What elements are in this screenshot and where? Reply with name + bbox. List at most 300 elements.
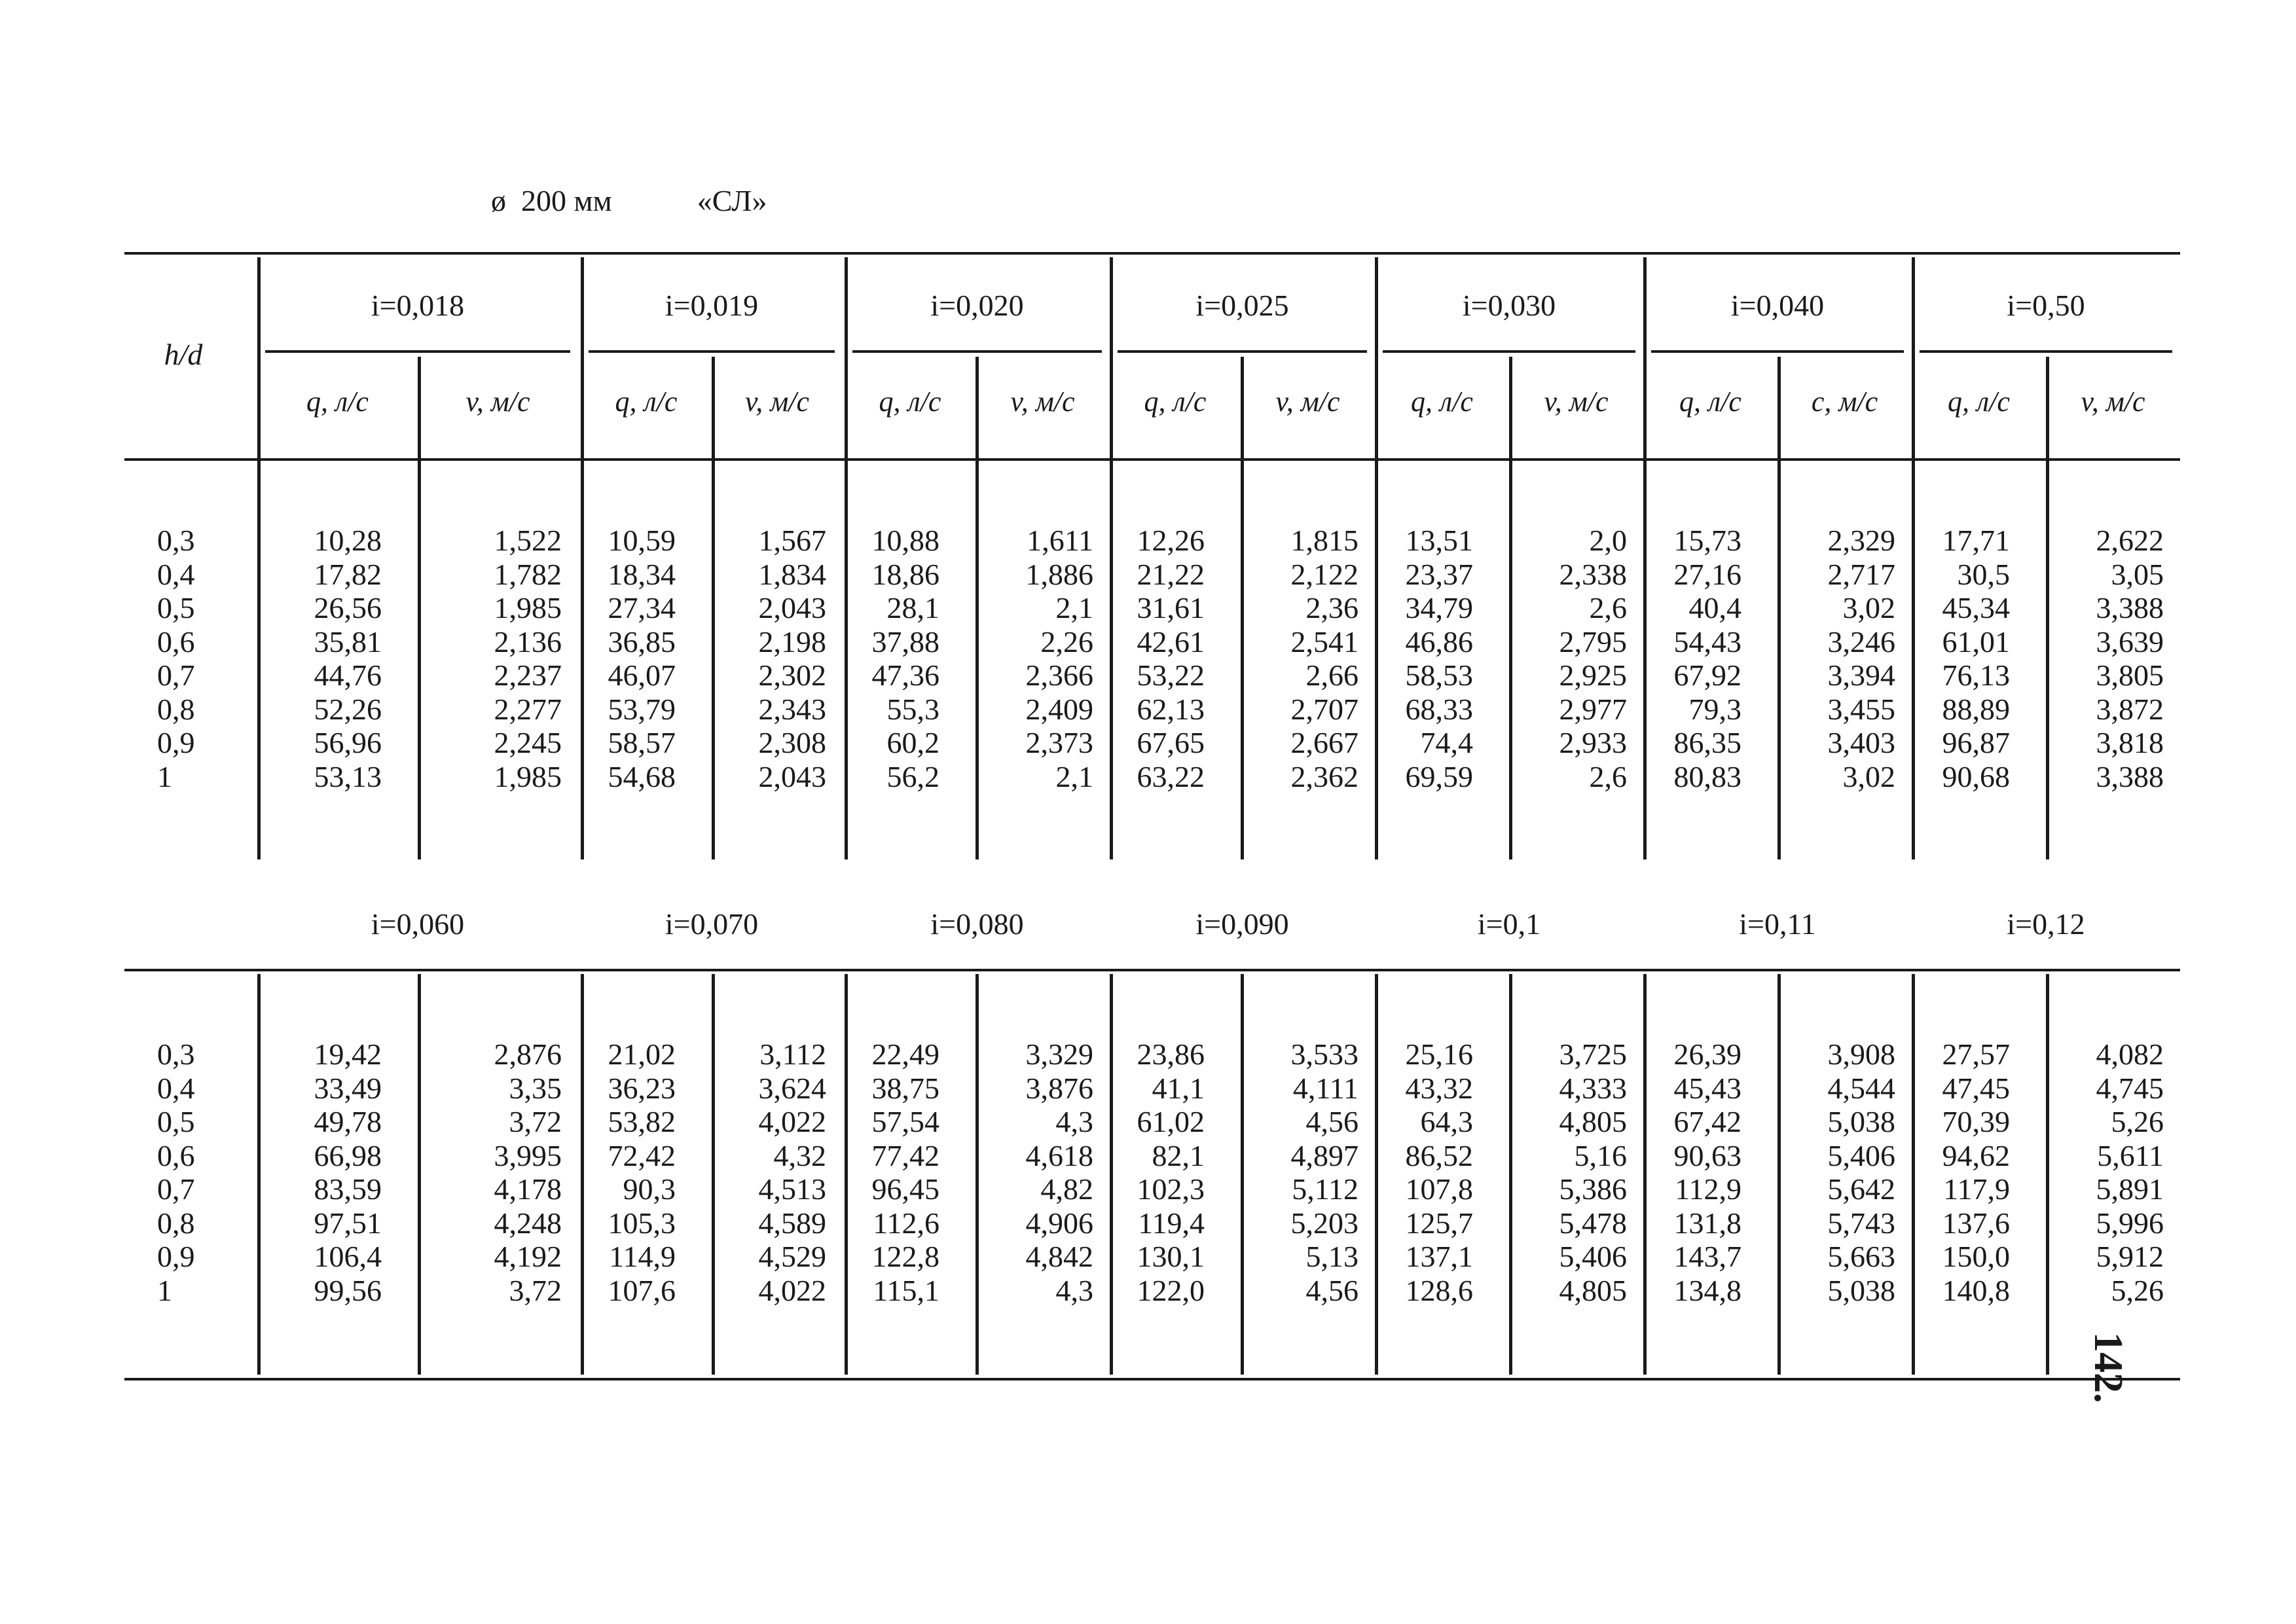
top-table-q-value: 74,4 bbox=[1420, 726, 1473, 759]
bottom-table-slope-header: i=0,070 bbox=[665, 907, 759, 941]
top-table-hd-value: 0,6 bbox=[157, 624, 195, 659]
bottom-table-q-value: 47,45 bbox=[1942, 1071, 2010, 1105]
bottom-table-v-column bbox=[718, 1038, 826, 1307]
top-table-v-value: 2,277 bbox=[494, 692, 562, 726]
bottom-table-v-value: 4,192 bbox=[494, 1240, 562, 1273]
top-table-q-subheader: q, л/с bbox=[879, 386, 941, 418]
top-table-slope-header: i=0,030 bbox=[1462, 289, 1556, 322]
bottom-table-q-value: 99,56 bbox=[314, 1273, 382, 1307]
bottom-table-q-column bbox=[264, 1038, 382, 1307]
top-table-v-value: 1,985 bbox=[494, 591, 562, 624]
bottom-table-v-column bbox=[2052, 1038, 2164, 1307]
bottom-table-v-value: 5,406 bbox=[1827, 1138, 1895, 1172]
top-table-q-value: 62,13 bbox=[1137, 692, 1205, 726]
bottom-table-v-value: 4,82 bbox=[1040, 1172, 1093, 1206]
bottom-table-mid-divider bbox=[1509, 974, 1512, 1375]
bottom-table-q-value: 23,86 bbox=[1137, 1038, 1205, 1071]
top-table-group-divider bbox=[845, 257, 848, 859]
top-table-v-value: 1,611 bbox=[1027, 524, 1093, 557]
bottom-table-q-value: 25,16 bbox=[1405, 1038, 1473, 1071]
bottom-table-v-value: 4,513 bbox=[758, 1172, 826, 1206]
top-table-v-value: 1,834 bbox=[758, 557, 826, 591]
bottom-table-v-value: 3,995 bbox=[494, 1138, 562, 1172]
top-table-v-value: 1,567 bbox=[758, 524, 826, 557]
top-table-v-subheader: v, м/с bbox=[1544, 386, 1609, 418]
top-table-mid-divider bbox=[975, 357, 979, 859]
top-table-q-value: 68,33 bbox=[1405, 692, 1473, 726]
bottom-table-v-value: 4,56 bbox=[1305, 1273, 1358, 1307]
bottom-table-v-column bbox=[424, 1038, 562, 1307]
bottom-table-v-value: 4,111 bbox=[1292, 1071, 1358, 1105]
bottom-table-slope-header: i=0,1 bbox=[1477, 907, 1541, 941]
bottom-table-q-value: 96,45 bbox=[871, 1172, 939, 1206]
top-table-v-value: 2,245 bbox=[494, 726, 562, 759]
top-table-group-divider bbox=[581, 257, 584, 859]
top-table-v-column bbox=[1247, 524, 1358, 793]
top-table-v-subheader: v, м/с bbox=[2081, 386, 2145, 418]
top-table-v-value: 1,985 bbox=[494, 759, 562, 793]
bottom-table-v-value: 5,663 bbox=[1827, 1240, 1895, 1273]
bottom-table-q-value: 64,3 bbox=[1420, 1105, 1473, 1138]
top-table-q-value: 56,2 bbox=[886, 759, 939, 793]
top-table-q-value: 42,61 bbox=[1137, 624, 1205, 659]
bottom-table-q-value: 137,6 bbox=[1942, 1206, 2010, 1240]
bottom-table-q-value: 94,62 bbox=[1942, 1138, 2010, 1172]
bottom-table-mid-divider bbox=[418, 974, 421, 1375]
top-table-v-value: 2,329 bbox=[1827, 524, 1895, 557]
top-table-v-subheader: v, м/с bbox=[744, 386, 810, 418]
bottom-table-v-value: 5,996 bbox=[2096, 1206, 2164, 1240]
top-table-subheader-rule bbox=[1118, 350, 1367, 353]
bottom-table-group-divider bbox=[845, 974, 848, 1375]
top-table-v-value: 2,343 bbox=[758, 692, 826, 726]
bottom-table-q-value: 90,3 bbox=[623, 1172, 676, 1206]
bottom-table-v-value: 4,082 bbox=[2096, 1038, 2164, 1071]
top-table-hd-value: 0,5 bbox=[157, 591, 195, 624]
top-table-hd-value: 0,9 bbox=[157, 726, 195, 759]
top-table-v-value: 2,409 bbox=[1025, 692, 1093, 726]
top-table-v-value: 2,198 bbox=[758, 624, 826, 659]
top-table-slope-header: i=0,025 bbox=[1195, 289, 1289, 322]
top-table-v-value: 2,66 bbox=[1305, 659, 1358, 692]
bottom-table-v-value: 5,386 bbox=[1559, 1172, 1627, 1206]
bottom-table-v-value: 5,16 bbox=[1574, 1138, 1627, 1172]
bottom-table-q-value: 131,8 bbox=[1673, 1206, 1741, 1240]
top-table-group-divider bbox=[1643, 257, 1647, 859]
top-table-q-subheader: q, л/с bbox=[1679, 386, 1741, 418]
top-table-v-column bbox=[982, 524, 1093, 793]
bottom-table-q-value: 66,98 bbox=[314, 1138, 382, 1172]
bottom-table-q-value: 125,7 bbox=[1405, 1206, 1473, 1240]
bottom-table-q-value: 137,1 bbox=[1405, 1240, 1473, 1273]
bottom-table-v-value: 3,624 bbox=[758, 1071, 826, 1105]
top-table-q-value: 63,22 bbox=[1137, 759, 1205, 793]
bottom-table-v-value: 4,897 bbox=[1290, 1138, 1358, 1172]
top-table-q-value: 17,71 bbox=[1942, 524, 2010, 557]
bottom-table-v-value: 5,038 bbox=[1827, 1273, 1895, 1307]
bottom-table-q-value: 61,02 bbox=[1137, 1105, 1205, 1138]
top-table-v-value: 3,639 bbox=[2096, 624, 2164, 659]
page-number: 142. bbox=[2086, 1332, 2130, 1403]
bottom-table-q-value: 106,4 bbox=[314, 1240, 382, 1273]
top-table-q-value: 54,43 bbox=[1673, 624, 1741, 659]
bottom-table-q-value: 70,39 bbox=[1942, 1105, 2010, 1138]
top-table-q-column bbox=[851, 524, 939, 793]
bottom-table-q-value: 90,63 bbox=[1673, 1138, 1741, 1172]
top-table-q-value: 30,5 bbox=[1957, 557, 2010, 591]
top-table-v-subheader: v, м/с bbox=[465, 386, 530, 418]
top-table-q-value: 46,86 bbox=[1405, 624, 1473, 659]
top-table-q-value: 10,28 bbox=[314, 524, 382, 557]
top-table-v-value: 3,02 bbox=[1842, 759, 1895, 793]
top-table-v-subheader: v, м/с bbox=[1010, 386, 1075, 418]
top-table-v-value: 1,886 bbox=[1025, 557, 1093, 591]
top-table-v-value: 3,388 bbox=[2096, 591, 2164, 624]
bottom-table-q-value: 21,02 bbox=[608, 1038, 676, 1071]
bottom-table-hd-value: 0,4 bbox=[157, 1071, 195, 1105]
top-table-q-column bbox=[1116, 524, 1205, 793]
top-table-q-column bbox=[587, 524, 676, 793]
bottom-table-q-value: 57,54 bbox=[871, 1105, 939, 1138]
top-table-slope-header: i=0,020 bbox=[930, 289, 1024, 322]
top-table-mid-divider bbox=[1241, 357, 1244, 859]
top-table-q-value: 96,87 bbox=[1942, 726, 2010, 759]
top-table-q-value: 55,3 bbox=[886, 692, 939, 726]
top-table-q-value: 79,3 bbox=[1688, 692, 1741, 726]
bottom-table-hd-value: 0,3 bbox=[157, 1038, 195, 1071]
top-table-mid-divider bbox=[1777, 357, 1781, 859]
bottom-table-v-value: 5,13 bbox=[1305, 1240, 1358, 1273]
bottom-table-q-value: 122,8 bbox=[871, 1240, 939, 1273]
bottom-table-v-value: 4,56 bbox=[1305, 1105, 1358, 1138]
bottom-table-slope-header: i=0,11 bbox=[1739, 907, 1816, 941]
bottom-table-q-value: 128,6 bbox=[1405, 1273, 1473, 1307]
top-table-q-value: 90,68 bbox=[1942, 759, 2010, 793]
top-table-v-value: 2,26 bbox=[1040, 624, 1093, 659]
top-table-v-value: 2,795 bbox=[1559, 624, 1627, 659]
top-table-q-value: 76,13 bbox=[1942, 659, 2010, 692]
top-table-q-value: 37,88 bbox=[871, 624, 939, 659]
top-table-mid-divider bbox=[1509, 357, 1512, 859]
bottom-table-group-divider bbox=[1375, 974, 1378, 1375]
bottom-table-q-value: 72,42 bbox=[608, 1138, 676, 1172]
bottom-table-q-value: 117,9 bbox=[1943, 1172, 2010, 1206]
bottom-table-v-value: 5,26 bbox=[2111, 1273, 2164, 1307]
bottom-table-q-column bbox=[1918, 1038, 2010, 1307]
top-table-slope-header: i=0,018 bbox=[371, 289, 465, 322]
top-table-q-value: 44,76 bbox=[314, 659, 382, 692]
top-table-v-value: 3,403 bbox=[1827, 726, 1895, 759]
top-table-v-subheader: с, м/с bbox=[1811, 386, 1878, 418]
top-table-q-value: 69,59 bbox=[1405, 759, 1473, 793]
bottom-table-mid-divider bbox=[2046, 974, 2049, 1375]
top-table-q-subheader: q, л/с bbox=[306, 386, 369, 418]
top-table-v-value: 2,362 bbox=[1290, 759, 1358, 793]
top-table-hd-column bbox=[157, 524, 195, 793]
top-table-mid-divider bbox=[712, 357, 715, 859]
bottom-table-v-value: 4,745 bbox=[2096, 1071, 2164, 1105]
top-table-q-value: 15,73 bbox=[1673, 524, 1741, 557]
bottom-table-v-value: 4,022 bbox=[758, 1273, 826, 1307]
top-table-subheader-rule bbox=[589, 350, 835, 353]
top-table-group-divider bbox=[1375, 257, 1378, 859]
top-table-v-column bbox=[1784, 524, 1895, 793]
bottom-table-q-value: 67,42 bbox=[1673, 1105, 1741, 1138]
bottom-table-mid-divider bbox=[975, 974, 979, 1375]
bottom-table-group-divider bbox=[257, 974, 261, 1375]
top-table-hd-value: 0,7 bbox=[157, 659, 195, 692]
top-table-q-value: 46,07 bbox=[608, 659, 676, 692]
bottom-table-q-value: 22,49 bbox=[871, 1038, 939, 1071]
top-table-q-value: 18,86 bbox=[871, 557, 939, 591]
bottom-table-v-value: 5,743 bbox=[1827, 1206, 1895, 1240]
top-table-q-value: 56,96 bbox=[314, 726, 382, 759]
bottom-table-v-value: 5,203 bbox=[1290, 1206, 1358, 1240]
top-table-q-value: 26,56 bbox=[314, 591, 382, 624]
top-table-v-value: 2,043 bbox=[758, 591, 826, 624]
top-table-q-value: 53,79 bbox=[608, 692, 676, 726]
bottom-table-v-value: 4,805 bbox=[1559, 1105, 1627, 1138]
bottom-table-hd-value: 0,9 bbox=[157, 1240, 195, 1273]
bottom-table-v-value: 4,529 bbox=[758, 1240, 826, 1273]
bottom-table-v-value: 5,891 bbox=[2096, 1172, 2164, 1206]
bottom-table-q-value: 134,8 bbox=[1673, 1273, 1741, 1307]
bottom-table-q-value: 26,39 bbox=[1673, 1038, 1741, 1071]
top-table-subheader-rule bbox=[1920, 350, 2172, 353]
bottom-table-q-value: 82,1 bbox=[1152, 1138, 1205, 1172]
top-table-q-value: 13,51 bbox=[1405, 524, 1473, 557]
top-table-v-value: 2,366 bbox=[1025, 659, 1093, 692]
top-table-v-value: 2,237 bbox=[494, 659, 562, 692]
bottom-table-q-value: 114,9 bbox=[609, 1240, 676, 1273]
top-table-header-rule bbox=[124, 458, 2180, 461]
bottom-table-v-value: 3,876 bbox=[1025, 1071, 1093, 1105]
bottom-table-slope-header: i=0,090 bbox=[1195, 907, 1289, 941]
top-table-v-value: 3,818 bbox=[2096, 726, 2164, 759]
top-table-q-value: 23,37 bbox=[1405, 557, 1473, 591]
top-table-v-value: 2,933 bbox=[1559, 726, 1627, 759]
bottom-table-v-value: 3,533 bbox=[1290, 1038, 1358, 1071]
bottom-table-q-value: 77,42 bbox=[871, 1138, 939, 1172]
top-table-v-value: 2,338 bbox=[1559, 557, 1627, 591]
top-table-q-value: 27,16 bbox=[1673, 557, 1741, 591]
top-table-group-divider bbox=[1912, 257, 1915, 859]
bottom-table-v-column bbox=[982, 1038, 1093, 1307]
top-table-v-value: 2,717 bbox=[1827, 557, 1895, 591]
top-table-q-value: 60,2 bbox=[886, 726, 939, 759]
top-table-q-column bbox=[1918, 524, 2010, 793]
top-table-v-value: 2,043 bbox=[758, 759, 826, 793]
top-table-q-value: 21,22 bbox=[1137, 557, 1205, 591]
bottom-table-v-value: 4,3 bbox=[1055, 1273, 1093, 1307]
bottom-table-group-divider bbox=[1110, 974, 1113, 1375]
top-table-v-value: 3,394 bbox=[1827, 659, 1895, 692]
top-table-v-value: 3,455 bbox=[1827, 692, 1895, 726]
bottom-table-hd-value: 0,6 bbox=[157, 1138, 195, 1172]
top-table-v-column bbox=[2052, 524, 2164, 793]
bottom-table-v-value: 3,329 bbox=[1025, 1038, 1093, 1071]
bottom-table-v-value: 4,589 bbox=[758, 1206, 826, 1240]
bottom-table-q-value: 102,3 bbox=[1137, 1172, 1205, 1206]
top-table-q-value: 40,4 bbox=[1688, 591, 1741, 624]
bottom-table-q-value: 112,9 bbox=[1675, 1172, 1741, 1206]
top-table-v-value: 3,05 bbox=[2111, 557, 2164, 591]
bottom-table-v-value: 3,908 bbox=[1827, 1038, 1895, 1071]
bottom-table-hd-value: 1 bbox=[157, 1273, 172, 1307]
bottom-table-q-value: 86,52 bbox=[1405, 1138, 1473, 1172]
pipe-diameter: ø 200 мм bbox=[491, 184, 612, 217]
top-table-v-value: 3,872 bbox=[2096, 692, 2164, 726]
top-table-v-value: 2,122 bbox=[1290, 557, 1358, 591]
bottom-table-q-value: 107,6 bbox=[608, 1273, 676, 1307]
hd-header: h/d bbox=[164, 338, 203, 371]
bottom-table-q-column bbox=[587, 1038, 676, 1307]
bottom-table-v-value: 3,72 bbox=[509, 1273, 562, 1307]
top-table-q-value: 52,26 bbox=[314, 692, 382, 726]
top-table-q-value: 34,79 bbox=[1405, 591, 1473, 624]
top-table-q-value: 58,53 bbox=[1405, 659, 1473, 692]
bottom-table-v-value: 3,35 bbox=[509, 1071, 562, 1105]
top-table-v-value: 2,302 bbox=[758, 659, 826, 692]
bottom-table-q-value: 36,23 bbox=[608, 1071, 676, 1105]
top-table-q-value: 53,22 bbox=[1137, 659, 1205, 692]
top-table-slope-header: i=0,019 bbox=[665, 289, 759, 322]
top-table-q-subheader: q, л/с bbox=[615, 386, 678, 418]
top-table-q-value: 36,85 bbox=[608, 624, 676, 659]
top-table-v-value: 2,977 bbox=[1559, 692, 1627, 726]
bottom-table-v-value: 5,406 bbox=[1559, 1240, 1627, 1273]
top-table-hd-value: 0,8 bbox=[157, 692, 195, 726]
top-table-q-value: 45,34 bbox=[1942, 591, 2010, 624]
top-table-mid-divider bbox=[418, 357, 421, 859]
top-table-v-value: 2,541 bbox=[1290, 624, 1358, 659]
bottom-table-q-value: 49,78 bbox=[314, 1105, 382, 1138]
top-table-q-value: 10,88 bbox=[871, 524, 939, 557]
top-table-subheader-rule bbox=[265, 350, 570, 353]
top-table-hd-value: 0,4 bbox=[157, 557, 195, 591]
bottom-table-group-divider bbox=[1912, 974, 1915, 1375]
bottom-table-q-column bbox=[1381, 1038, 1473, 1307]
bottom-table-q-value: 105,3 bbox=[608, 1206, 676, 1240]
bottom-table-q-value: 53,82 bbox=[608, 1105, 676, 1138]
top-table-q-value: 28,1 bbox=[886, 591, 939, 624]
top-table-v-column bbox=[424, 524, 562, 793]
top-table-slope-header: i=0,040 bbox=[1730, 289, 1825, 322]
top-table-v-column bbox=[718, 524, 826, 793]
bottom-table-hd-value: 0,8 bbox=[157, 1206, 195, 1240]
top-table-q-value: 54,68 bbox=[608, 759, 676, 793]
bottom-table-q-value: 107,8 bbox=[1405, 1172, 1473, 1206]
bottom-table-q-value: 112,6 bbox=[873, 1206, 939, 1240]
top-table-q-value: 61,01 bbox=[1942, 624, 2010, 659]
bottom-table-q-value: 143,7 bbox=[1673, 1240, 1741, 1273]
bottom-table-v-value: 5,26 bbox=[2111, 1105, 2164, 1138]
bottom-table-v-value: 4,805 bbox=[1559, 1273, 1627, 1307]
top-table-q-value: 31,61 bbox=[1137, 591, 1205, 624]
bottom-table-v-value: 4,3 bbox=[1055, 1105, 1093, 1138]
bottom-table-top-rule bbox=[124, 969, 2180, 971]
bottom-table-q-value: 122,0 bbox=[1137, 1273, 1205, 1307]
top-table-mid-divider bbox=[2046, 357, 2049, 859]
top-table-q-value: 17,82 bbox=[314, 557, 382, 591]
top-table-v-value: 2,1 bbox=[1055, 759, 1093, 793]
bottom-table-q-column bbox=[1650, 1038, 1741, 1307]
top-table-v-value: 2,36 bbox=[1305, 591, 1358, 624]
top-table-subheader-rule bbox=[1651, 350, 1904, 353]
bottom-table-q-value: 119,4 bbox=[1138, 1206, 1205, 1240]
top-table-q-value: 12,26 bbox=[1137, 524, 1205, 557]
top-table-q-column bbox=[1650, 524, 1741, 793]
top-table-v-value: 3,805 bbox=[2096, 659, 2164, 692]
bottom-table-q-value: 45,43 bbox=[1673, 1071, 1741, 1105]
bottom-table-hd-column bbox=[157, 1038, 195, 1307]
top-table-v-value: 2,622 bbox=[2096, 524, 2164, 557]
top-table-v-column bbox=[1516, 524, 1627, 793]
bottom-table-v-value: 4,178 bbox=[494, 1172, 562, 1206]
bottom-table-v-value: 5,112 bbox=[1292, 1172, 1358, 1206]
bottom-table-q-value: 27,57 bbox=[1942, 1038, 2010, 1071]
bottom-table-q-value: 150,0 bbox=[1942, 1240, 2010, 1273]
top-table-q-value: 80,83 bbox=[1673, 759, 1741, 793]
top-table-hd-value: 1 bbox=[157, 759, 172, 793]
top-table-v-value: 2,925 bbox=[1559, 659, 1627, 692]
bottom-table-slope-header: i=0,080 bbox=[930, 907, 1024, 941]
bottom-table-v-value: 3,112 bbox=[759, 1038, 826, 1071]
bottom-table-q-column bbox=[1116, 1038, 1205, 1307]
bottom-table-v-value: 4,842 bbox=[1025, 1240, 1093, 1273]
top-table-q-value: 35,81 bbox=[314, 624, 382, 659]
bottom-table-v-value: 5,478 bbox=[1559, 1206, 1627, 1240]
bottom-table-q-value: 83,59 bbox=[314, 1172, 382, 1206]
top-table-q-value: 58,57 bbox=[608, 726, 676, 759]
top-table-q-column bbox=[264, 524, 382, 793]
bottom-table-bottom-rule bbox=[124, 1378, 2180, 1380]
top-table-q-value: 18,34 bbox=[608, 557, 676, 591]
bottom-table-q-value: 140,8 bbox=[1942, 1273, 2010, 1307]
bottom-table-q-value: 33,49 bbox=[314, 1071, 382, 1105]
bottom-table-v-value: 4,333 bbox=[1559, 1071, 1627, 1105]
top-table-v-value: 3,02 bbox=[1842, 591, 1895, 624]
bottom-table-hd-value: 0,7 bbox=[157, 1172, 195, 1206]
top-table-hd-value: 0,3 bbox=[157, 524, 195, 557]
bottom-table-q-value: 43,32 bbox=[1405, 1071, 1473, 1105]
bottom-table-v-value: 2,876 bbox=[494, 1038, 562, 1071]
top-table-v-subheader: v, м/с bbox=[1275, 386, 1340, 418]
bottom-table-q-value: 41,1 bbox=[1152, 1071, 1205, 1105]
top-table-subheader-rule bbox=[1383, 350, 1635, 353]
bottom-table-q-value: 115,1 bbox=[873, 1273, 939, 1307]
top-table-q-value: 47,36 bbox=[871, 659, 939, 692]
bottom-table-v-value: 3,72 bbox=[509, 1105, 562, 1138]
bottom-table-hd-value: 0,5 bbox=[157, 1105, 195, 1138]
top-table-v-value: 3,388 bbox=[2096, 759, 2164, 793]
pipe-series: «СЛ» bbox=[697, 184, 767, 217]
bottom-table-group-divider bbox=[1643, 974, 1647, 1375]
bottom-table-v-value: 5,912 bbox=[2096, 1240, 2164, 1273]
top-table-top-rule bbox=[124, 252, 2180, 255]
bottom-table-v-value: 5,038 bbox=[1827, 1105, 1895, 1138]
top-table-group-divider bbox=[257, 257, 261, 859]
bottom-table-v-value: 4,544 bbox=[1827, 1071, 1895, 1105]
top-table-q-subheader: q, л/с bbox=[1411, 386, 1473, 418]
top-table-v-value: 2,707 bbox=[1290, 692, 1358, 726]
bottom-table-v-value: 4,618 bbox=[1025, 1138, 1093, 1172]
top-table-q-value: 67,92 bbox=[1673, 659, 1741, 692]
page-title bbox=[491, 183, 767, 218]
top-table-q-subheader: q, л/с bbox=[1144, 386, 1207, 418]
bottom-table-v-column bbox=[1516, 1038, 1627, 1307]
bottom-table-slope-header: i=0,060 bbox=[371, 907, 465, 941]
